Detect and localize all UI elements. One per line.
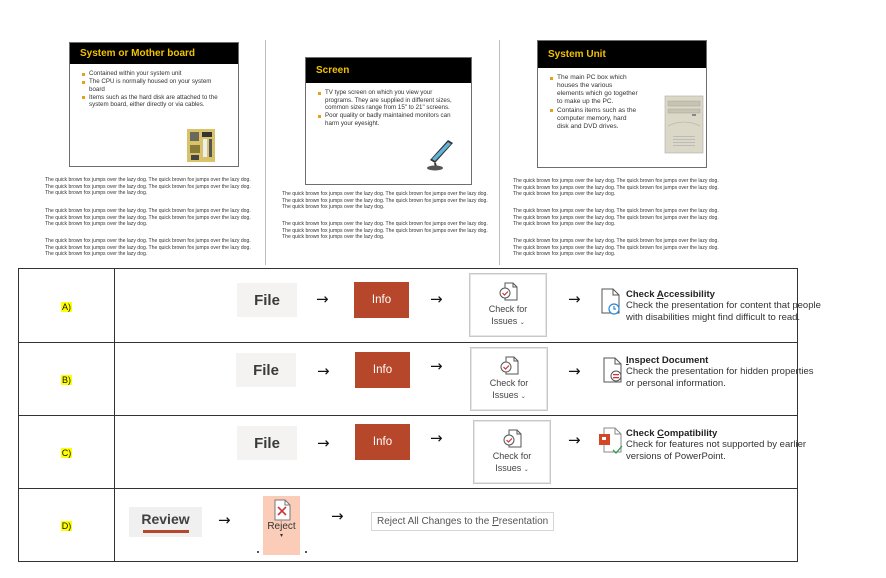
column-divider [265, 40, 266, 265]
check-for-issues-button[interactable] [470, 347, 548, 411]
slide-bullet: Poor quality or badly maintained monitors can harm your eyesight. [318, 112, 461, 127]
slide-bullet: The main PC box which houses the various elements which go together to make up the PC. [550, 74, 638, 106]
accessibility-check-icon [600, 287, 622, 317]
check-for-issues-label: Check for Issues ⌄ [488, 304, 528, 326]
info-button[interactable]: Info [354, 282, 409, 318]
arrow-icon: → [430, 357, 443, 375]
reject-document-icon [273, 499, 291, 521]
review-tab-button[interactable] [129, 507, 202, 537]
column-divider [499, 40, 500, 265]
option-label-cell [19, 489, 115, 562]
filler-paragraph: The quick brown fox jumps over the lazy dog. The quick brown fox jumps over the lazy dog. The quick brown fox jumps over the lazy dog. The quick brown fox jumps over the lazy dog. The quick brown fox jumps over the lazy dog. [513, 238, 719, 258]
option-label[interactable]: D) [61, 521, 72, 531]
option-flow [115, 416, 807, 489]
arrow-icon: → [568, 362, 581, 380]
filler-paragraph: The quick brown fox jumps over the lazy dog. The quick brown fox jumps over the lazy dog. The quick brown fox jumps over the lazy dog. The quick brown fox jumps over the lazy dog. The quick brown fox jumps over the lazy dog. [45, 177, 251, 197]
slide-thumbnail-screen [305, 57, 472, 185]
file-tab-button[interactable]: File [237, 283, 297, 317]
slide-title: System or Mother board [70, 43, 238, 64]
arrow-icon: → [568, 290, 581, 308]
separator-dot [305, 551, 307, 553]
reject-all-changes-menu-item[interactable]: Reject All Changes to the Presentation [371, 512, 554, 531]
file-tab-button[interactable]: File [236, 353, 296, 387]
answer-options-table [18, 268, 821, 562]
check-for-issues-icon [497, 281, 519, 303]
check-for-issues-button[interactable] [469, 273, 547, 337]
filler-paragraph: The quick brown fox jumps over the lazy dog. The quick brown fox jumps over the lazy dog. The quick brown fox jumps over the lazy dog. The quick brown fox jumps over the lazy dog. The quick brown fox jumps over the lazy dog. [45, 238, 251, 258]
option-description: Check the presentation for hidden properties [626, 366, 814, 377]
filler-paragraph: The quick brown fox jumps over the lazy dog. The quick brown fox jumps over the lazy dog. The quick brown fox jumps over the lazy dog. The quick brown fox jumps over the lazy dog. The quick brown fox jumps over the lazy dog. [282, 191, 488, 211]
slide-bullets [538, 68, 648, 131]
document-preview [0, 0, 783, 268]
option-label-cell [19, 416, 115, 489]
separator-dot [257, 551, 259, 553]
inspect-document-icon [602, 356, 624, 386]
option-row-b [19, 343, 798, 416]
option-label-cell [19, 269, 115, 343]
arrow-icon: → [317, 362, 330, 380]
option-title: Check Accessibility [626, 289, 715, 300]
option-label[interactable]: B) [62, 375, 71, 385]
check-for-issues-label: Check for Issues ⌄ [489, 378, 529, 400]
check-for-issues-icon [498, 355, 520, 377]
reject-button[interactable] [263, 496, 300, 555]
slide-bullets [306, 83, 471, 127]
active-tab-underline [143, 530, 189, 533]
check-for-issues-icon [501, 428, 523, 450]
slide-bullet: Contained within your system unit [82, 70, 228, 78]
arrow-icon: → [316, 290, 329, 308]
option-description: Check the presentation for content that people [626, 300, 821, 311]
option-row-c [19, 416, 798, 489]
arrow-icon: → [430, 290, 443, 308]
option-description: with disabilities might find difficult to read. [626, 312, 801, 323]
arrow-icon: → [568, 431, 581, 449]
check-for-issues-button[interactable] [473, 420, 551, 484]
slide-title: System Unit [538, 41, 706, 68]
filler-paragraph: The quick brown fox jumps over the lazy dog. The quick brown fox jumps over the lazy dog. The quick brown fox jumps over the lazy dog. The quick brown fox jumps over the lazy dog. The quick brown fox jumps over the lazy dog. [282, 221, 488, 241]
caret-down-icon: ▾ [279, 533, 283, 539]
reject-label: Reject [267, 521, 296, 532]
arrow-icon: → [317, 434, 330, 452]
option-flow [115, 343, 814, 416]
review-tab-label: Review [141, 511, 190, 527]
option-title: Inspect Document [626, 355, 709, 366]
info-button[interactable]: Info [355, 352, 410, 388]
file-tab-button[interactable]: File [237, 426, 297, 460]
inspect-document-option[interactable] [626, 355, 886, 390]
check-compatibility-option[interactable] [626, 428, 886, 463]
chevron-down-icon: ⌄ [520, 394, 526, 400]
filler-paragraph: The quick brown fox jumps over the lazy dog. The quick brown fox jumps over the lazy dog. The quick brown fox jumps over the lazy dog. The quick brown fox jumps over the lazy dog. The quick brown fox jumps over the lazy dog. [513, 208, 719, 228]
slide-bullet: Contains items such as the computer memory, hard disk and DVD drives. [550, 107, 638, 131]
option-row-a [19, 269, 798, 343]
slide-title: Screen [306, 58, 471, 83]
check-accessibility-option[interactable] [626, 289, 886, 324]
option-title: Check Compatibility [626, 428, 718, 439]
pc-tower-image [665, 96, 703, 153]
option-label[interactable]: C) [61, 448, 72, 458]
option-description: or personal information. [626, 378, 726, 389]
option-description: Check for features not supported by earlier [626, 439, 807, 450]
slide-bullet: Items such as the hard disk are attached to the system board, either directly or via cables. [82, 94, 228, 109]
chevron-down-icon: ⌄ [523, 467, 529, 473]
chevron-down-icon: ⌄ [519, 320, 525, 326]
option-flow [115, 269, 821, 343]
arrow-icon: → [430, 429, 443, 447]
option-flow [115, 489, 798, 562]
check-for-issues-label: Check for Issues ⌄ [492, 451, 532, 473]
slide-thumbnail-system-unit [537, 40, 707, 168]
filler-paragraph: The quick brown fox jumps over the lazy dog. The quick brown fox jumps over the lazy dog. The quick brown fox jumps over the lazy dog. The quick brown fox jumps over the lazy dog. The quick brown fox jumps over the lazy dog. [45, 208, 251, 228]
compatibility-check-icon [598, 426, 624, 458]
slide-bullets [70, 64, 238, 109]
option-description: versions of PowerPoint. [626, 451, 726, 462]
monitor-image [420, 138, 454, 171]
option-label-cell [19, 343, 115, 416]
motherboard-image [187, 129, 215, 162]
arrow-icon: → [218, 511, 231, 529]
option-label[interactable]: A) [62, 301, 71, 312]
option-row-d [19, 489, 798, 562]
slide-bullet: The CPU is normally housed on your system board [82, 78, 228, 93]
slide-thumbnail-motherboard [69, 42, 239, 167]
filler-paragraph: The quick brown fox jumps over the lazy dog. The quick brown fox jumps over the lazy dog. The quick brown fox jumps over the lazy dog. The quick brown fox jumps over the lazy dog. The quick brown fox jumps over the lazy dog. [513, 178, 719, 198]
arrow-icon: → [331, 507, 344, 525]
info-button[interactable]: Info [355, 424, 410, 460]
slide-bullet: TV type screen on which you view your programs. They are supplied in different sizes, common sizes range from 15" to 21" screens. [318, 89, 461, 112]
